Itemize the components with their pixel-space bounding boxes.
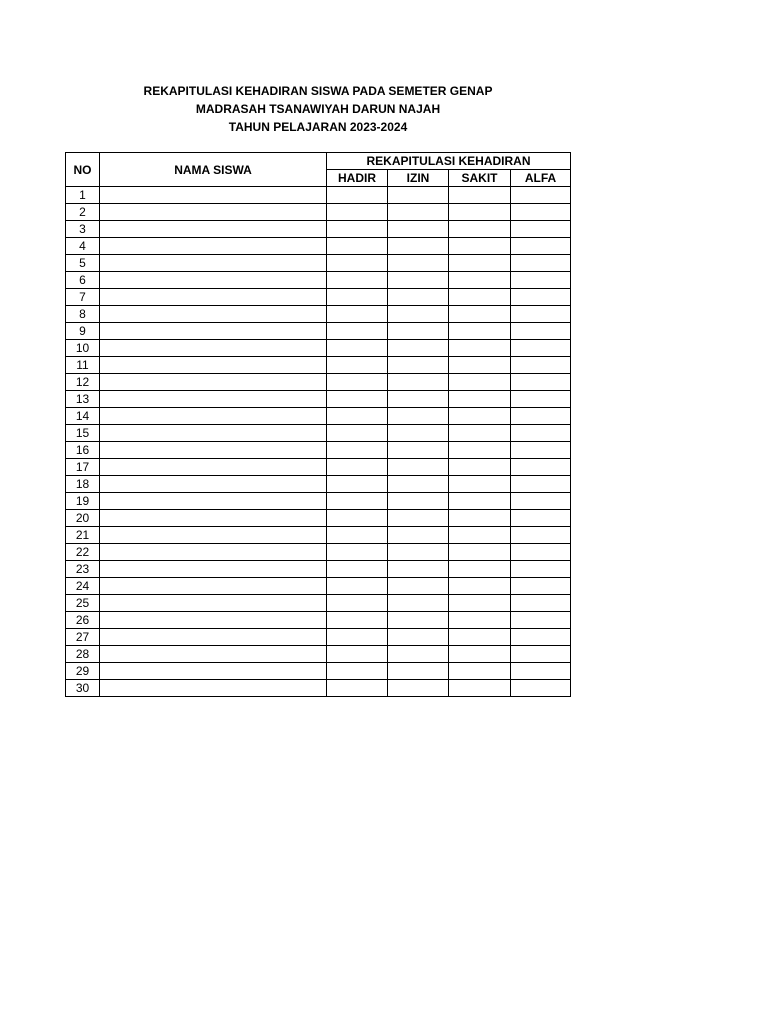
hadir-cell[interactable] xyxy=(327,221,388,238)
row-number: 2 xyxy=(66,204,100,221)
row-number: 28 xyxy=(66,646,100,663)
sakit-cell[interactable] xyxy=(449,391,511,408)
table-row xyxy=(66,289,571,306)
title-line-3: TAHUN PELAJARAN 2023-2024 xyxy=(228,120,408,134)
row-number: 25 xyxy=(66,595,100,612)
alfa-cell[interactable] xyxy=(511,391,571,408)
alfa-cell[interactable] xyxy=(511,561,571,578)
hadir-cell[interactable] xyxy=(327,680,388,697)
table-row xyxy=(66,612,571,629)
table-row xyxy=(66,578,571,595)
izin-cell[interactable] xyxy=(388,459,449,476)
sakit-cell[interactable] xyxy=(449,374,511,391)
hadir-cell[interactable] xyxy=(327,255,388,272)
hadir-cell[interactable] xyxy=(327,646,388,663)
student-name-cell[interactable] xyxy=(100,544,327,561)
table-row xyxy=(66,323,571,340)
student-name-cell[interactable] xyxy=(100,425,327,442)
student-name-cell[interactable] xyxy=(100,255,327,272)
header-nama-siswa: NAMA SISWA xyxy=(100,153,327,187)
row-number: 17 xyxy=(66,459,100,476)
title-line-1: REKAPITULASI KEHADIRAN SISWA PADA SEMETER GENAP xyxy=(143,84,493,98)
alfa-cell[interactable] xyxy=(511,187,571,204)
alfa-cell[interactable] xyxy=(511,374,571,391)
alfa-cell[interactable] xyxy=(511,340,571,357)
table-row xyxy=(66,357,571,374)
row-number: 19 xyxy=(66,493,100,510)
row-number: 1 xyxy=(66,187,100,204)
table-row xyxy=(66,255,571,272)
alfa-cell[interactable] xyxy=(511,476,571,493)
student-name-cell[interactable] xyxy=(100,442,327,459)
alfa-cell[interactable] xyxy=(511,272,571,289)
student-name-cell[interactable] xyxy=(100,204,327,221)
hadir-cell[interactable] xyxy=(327,408,388,425)
row-number: 29 xyxy=(66,663,100,680)
izin-cell[interactable] xyxy=(388,612,449,629)
sakit-cell[interactable] xyxy=(449,612,511,629)
alfa-cell[interactable] xyxy=(511,306,571,323)
izin-cell[interactable] xyxy=(388,629,449,646)
student-name-cell[interactable] xyxy=(100,561,327,578)
alfa-cell[interactable] xyxy=(511,442,571,459)
table-row xyxy=(66,510,571,527)
alfa-cell[interactable] xyxy=(511,595,571,612)
hadir-cell[interactable] xyxy=(327,578,388,595)
student-name-cell[interactable] xyxy=(100,629,327,646)
row-number: 21 xyxy=(66,527,100,544)
alfa-cell[interactable] xyxy=(511,357,571,374)
header-hadir: HADIR xyxy=(327,170,388,187)
student-name-cell[interactable] xyxy=(100,391,327,408)
hadir-cell[interactable] xyxy=(327,663,388,680)
sakit-cell[interactable] xyxy=(449,204,511,221)
table-row xyxy=(66,680,571,697)
alfa-cell[interactable] xyxy=(511,493,571,510)
izin-cell[interactable] xyxy=(388,680,449,697)
sakit-cell[interactable] xyxy=(449,408,511,425)
header-rekapitulasi-kehadiran: REKAPITULASI KEHADIRAN xyxy=(327,153,571,170)
izin-cell[interactable] xyxy=(388,527,449,544)
row-number: 12 xyxy=(66,374,100,391)
attendance-table xyxy=(65,152,571,697)
table-row xyxy=(66,646,571,663)
table-row xyxy=(66,204,571,221)
student-name-cell[interactable] xyxy=(100,663,327,680)
table-row xyxy=(66,221,571,238)
student-name-cell[interactable] xyxy=(100,612,327,629)
izin-cell[interactable] xyxy=(388,323,449,340)
row-number: 22 xyxy=(66,544,100,561)
student-name-cell[interactable] xyxy=(100,578,327,595)
hadir-cell[interactable] xyxy=(327,561,388,578)
sakit-cell[interactable] xyxy=(449,425,511,442)
alfa-cell[interactable] xyxy=(511,459,571,476)
student-name-cell[interactable] xyxy=(100,680,327,697)
table-row xyxy=(66,459,571,476)
student-name-cell[interactable] xyxy=(100,221,327,238)
izin-cell[interactable] xyxy=(388,204,449,221)
student-name-cell[interactable] xyxy=(100,408,327,425)
sakit-cell[interactable] xyxy=(449,357,511,374)
table-row xyxy=(66,663,571,680)
row-number: 6 xyxy=(66,272,100,289)
hadir-cell[interactable] xyxy=(327,391,388,408)
student-name-cell[interactable] xyxy=(100,527,327,544)
table-row xyxy=(66,408,571,425)
hadir-cell[interactable] xyxy=(327,476,388,493)
sakit-cell[interactable] xyxy=(449,646,511,663)
hadir-cell[interactable] xyxy=(327,306,388,323)
sakit-cell[interactable] xyxy=(449,459,511,476)
alfa-cell[interactable] xyxy=(511,221,571,238)
table-row xyxy=(66,187,571,204)
izin-cell[interactable] xyxy=(388,442,449,459)
student-name-cell[interactable] xyxy=(100,646,327,663)
student-name-cell[interactable] xyxy=(100,340,327,357)
hadir-cell[interactable] xyxy=(327,238,388,255)
hadir-cell[interactable] xyxy=(327,204,388,221)
table-row xyxy=(66,595,571,612)
izin-cell[interactable] xyxy=(388,255,449,272)
sakit-cell[interactable] xyxy=(449,510,511,527)
header-izin: IZIN xyxy=(388,170,449,187)
izin-cell[interactable] xyxy=(388,578,449,595)
izin-cell[interactable] xyxy=(388,408,449,425)
student-name-cell[interactable] xyxy=(100,595,327,612)
izin-cell[interactable] xyxy=(388,493,449,510)
student-name-cell[interactable] xyxy=(100,374,327,391)
row-number: 20 xyxy=(66,510,100,527)
izin-cell[interactable] xyxy=(388,544,449,561)
alfa-cell[interactable] xyxy=(511,323,571,340)
header-alfa: ALFA xyxy=(511,170,571,187)
student-name-cell[interactable] xyxy=(100,306,327,323)
table-row xyxy=(66,527,571,544)
alfa-cell[interactable] xyxy=(511,255,571,272)
sakit-cell[interactable] xyxy=(449,493,511,510)
table-row xyxy=(66,561,571,578)
izin-cell[interactable] xyxy=(388,425,449,442)
student-name-cell[interactable] xyxy=(100,476,327,493)
izin-cell[interactable] xyxy=(388,391,449,408)
izin-cell[interactable] xyxy=(388,357,449,374)
row-number: 26 xyxy=(66,612,100,629)
sakit-cell[interactable] xyxy=(449,255,511,272)
table-row xyxy=(66,493,571,510)
row-number: 5 xyxy=(66,255,100,272)
row-number: 4 xyxy=(66,238,100,255)
hadir-cell[interactable] xyxy=(327,629,388,646)
table-row xyxy=(66,442,571,459)
table-row xyxy=(66,306,571,323)
row-number: 3 xyxy=(66,221,100,238)
student-name-cell[interactable] xyxy=(100,510,327,527)
izin-cell[interactable] xyxy=(388,221,449,238)
alfa-cell[interactable] xyxy=(511,612,571,629)
hadir-cell[interactable] xyxy=(327,527,388,544)
izin-cell[interactable] xyxy=(388,595,449,612)
sakit-cell[interactable] xyxy=(449,340,511,357)
alfa-cell[interactable] xyxy=(511,238,571,255)
student-name-cell[interactable] xyxy=(100,357,327,374)
sakit-cell[interactable] xyxy=(449,629,511,646)
izin-cell[interactable] xyxy=(388,663,449,680)
sakit-cell[interactable] xyxy=(449,238,511,255)
hadir-cell[interactable] xyxy=(327,595,388,612)
sakit-cell[interactable] xyxy=(449,323,511,340)
hadir-cell[interactable] xyxy=(327,459,388,476)
izin-cell[interactable] xyxy=(388,238,449,255)
sakit-cell[interactable] xyxy=(449,663,511,680)
table-row xyxy=(66,425,571,442)
student-name-cell[interactable] xyxy=(100,272,327,289)
alfa-cell[interactable] xyxy=(511,578,571,595)
sakit-cell[interactable] xyxy=(449,442,511,459)
hadir-cell[interactable] xyxy=(327,442,388,459)
title-line-2: MADRASAH TSANAWIYAH DARUN NAJAH xyxy=(195,102,441,116)
table-row xyxy=(66,476,571,493)
table-row xyxy=(66,238,571,255)
izin-cell[interactable] xyxy=(388,510,449,527)
student-name-cell[interactable] xyxy=(100,459,327,476)
student-name-cell[interactable] xyxy=(100,289,327,306)
row-number: 30 xyxy=(66,680,100,697)
row-number: 14 xyxy=(66,408,100,425)
table-row xyxy=(66,629,571,646)
sakit-cell[interactable] xyxy=(449,221,511,238)
alfa-cell[interactable] xyxy=(511,204,571,221)
alfa-cell[interactable] xyxy=(511,663,571,680)
alfa-cell[interactable] xyxy=(511,629,571,646)
sakit-cell[interactable] xyxy=(449,527,511,544)
student-name-cell[interactable] xyxy=(100,187,327,204)
hadir-cell[interactable] xyxy=(327,357,388,374)
hadir-cell[interactable] xyxy=(327,272,388,289)
table-row xyxy=(66,340,571,357)
alfa-cell[interactable] xyxy=(511,408,571,425)
student-name-cell[interactable] xyxy=(100,323,327,340)
hadir-cell[interactable] xyxy=(327,510,388,527)
row-number: 10 xyxy=(66,340,100,357)
alfa-cell[interactable] xyxy=(511,646,571,663)
izin-cell[interactable] xyxy=(388,306,449,323)
hadir-cell[interactable] xyxy=(327,323,388,340)
sakit-cell[interactable] xyxy=(449,680,511,697)
alfa-cell[interactable] xyxy=(511,680,571,697)
sakit-cell[interactable] xyxy=(449,595,511,612)
student-name-cell[interactable] xyxy=(100,493,327,510)
izin-cell[interactable] xyxy=(388,476,449,493)
row-number: 27 xyxy=(66,629,100,646)
sakit-cell[interactable] xyxy=(449,289,511,306)
header-sakit: SAKIT xyxy=(449,170,511,187)
document-title xyxy=(0,82,636,136)
table-body xyxy=(66,187,571,697)
sakit-cell[interactable] xyxy=(449,306,511,323)
hadir-cell[interactable] xyxy=(327,187,388,204)
hadir-cell[interactable] xyxy=(327,425,388,442)
row-number: 8 xyxy=(66,306,100,323)
row-number: 15 xyxy=(66,425,100,442)
table-row xyxy=(66,544,571,561)
row-number: 18 xyxy=(66,476,100,493)
sakit-cell[interactable] xyxy=(449,272,511,289)
hadir-cell[interactable] xyxy=(327,544,388,561)
izin-cell[interactable] xyxy=(388,340,449,357)
izin-cell[interactable] xyxy=(388,561,449,578)
row-number: 24 xyxy=(66,578,100,595)
hadir-cell[interactable] xyxy=(327,340,388,357)
row-number: 7 xyxy=(66,289,100,306)
row-number: 16 xyxy=(66,442,100,459)
row-number: 23 xyxy=(66,561,100,578)
table-row xyxy=(66,374,571,391)
hadir-cell[interactable] xyxy=(327,374,388,391)
alfa-cell[interactable] xyxy=(511,510,571,527)
izin-cell[interactable] xyxy=(388,646,449,663)
student-name-cell[interactable] xyxy=(100,238,327,255)
table-row xyxy=(66,391,571,408)
table-row xyxy=(66,272,571,289)
row-number: 13 xyxy=(66,391,100,408)
alfa-cell[interactable] xyxy=(511,544,571,561)
sakit-cell[interactable] xyxy=(449,578,511,595)
izin-cell[interactable] xyxy=(388,374,449,391)
izin-cell[interactable] xyxy=(388,272,449,289)
header-no: NO xyxy=(66,153,100,187)
hadir-cell[interactable] xyxy=(327,493,388,510)
hadir-cell[interactable] xyxy=(327,612,388,629)
hadir-cell[interactable] xyxy=(327,289,388,306)
alfa-cell[interactable] xyxy=(511,425,571,442)
alfa-cell[interactable] xyxy=(511,527,571,544)
sakit-cell[interactable] xyxy=(449,476,511,493)
sakit-cell[interactable] xyxy=(449,187,511,204)
row-number: 11 xyxy=(66,357,100,374)
sakit-cell[interactable] xyxy=(449,544,511,561)
sakit-cell[interactable] xyxy=(449,561,511,578)
alfa-cell[interactable] xyxy=(511,289,571,306)
row-number: 9 xyxy=(66,323,100,340)
izin-cell[interactable] xyxy=(388,187,449,204)
izin-cell[interactable] xyxy=(388,289,449,306)
